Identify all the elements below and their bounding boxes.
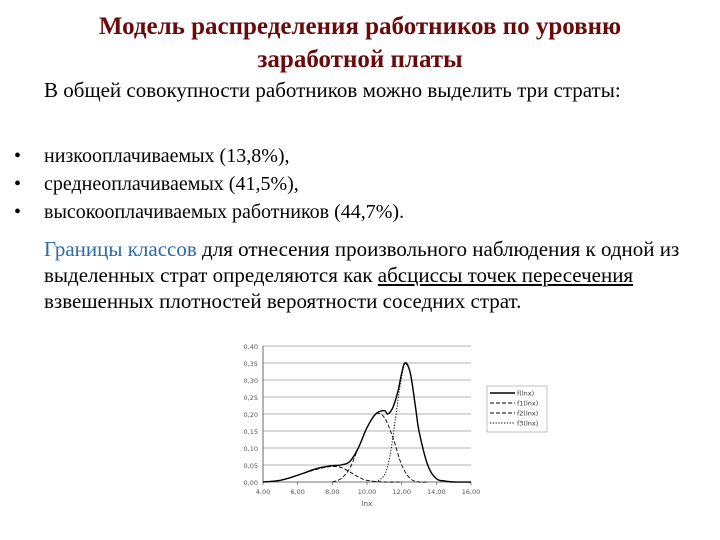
bullet-icon: • <box>14 201 22 223</box>
x-tick-label: 8,00 <box>325 488 340 496</box>
para-text-2: взвешенных плотностей вероятности соседних страт. <box>44 289 522 313</box>
y-tick-label: 0,20 <box>243 411 258 419</box>
class-boundary-term: Границы классов <box>44 237 197 261</box>
slide-title <box>0 10 720 76</box>
strata-item-high <box>14 198 404 226</box>
y-tick-label: 0,35 <box>243 360 258 368</box>
intersection-term: абсциссы точек пересечения <box>377 263 634 287</box>
para-text-1: для отнесения произвольного наблюдения к одной из выделенных страт определяются как <box>44 237 680 287</box>
legend-label: f1(lnx) <box>517 399 539 408</box>
y-tick-label: 0,10 <box>243 445 258 453</box>
x-tick-label: 10,00 <box>357 488 377 496</box>
chart-series <box>263 362 471 482</box>
strata-item-low <box>14 142 404 170</box>
bullet-icon: • <box>14 145 22 167</box>
legend-label: f(lnx) <box>517 389 535 398</box>
series-line-2 <box>263 466 402 482</box>
bullet-icon: • <box>14 173 22 195</box>
strata-item-mid <box>14 170 404 198</box>
intro-text: В общей совокупности работников можно выделить три страты: <box>44 78 621 102</box>
strata-list <box>14 142 404 226</box>
strata-label: низкооплачиваемых (13,8%), <box>44 145 290 167</box>
chart-grid <box>263 346 471 465</box>
y-tick-label: 0,30 <box>243 377 258 385</box>
x-tick-label: 16,00 <box>461 488 481 496</box>
x-tick-label: 14,00 <box>427 488 446 496</box>
legend-label: f2(lnx) <box>517 409 539 418</box>
class-boundary-paragraph <box>44 236 694 314</box>
chart-axes <box>244 343 481 508</box>
series-line-1 <box>263 363 471 482</box>
x-tick-label: 12,00 <box>392 488 411 496</box>
y-tick-label: 0,40 <box>243 343 258 351</box>
x-axis-label: lnx <box>361 500 373 508</box>
legend-label: f3(lnx) <box>517 419 539 428</box>
x-tick-label: 6,00 <box>290 488 305 496</box>
y-tick-label: 0,25 <box>243 394 258 402</box>
slide-title-line2: заработной платы <box>257 46 463 73</box>
slide-title-line1: Модель распределения работников по уровню <box>98 13 622 40</box>
x-tick-label: 4,00 <box>255 488 271 496</box>
y-tick-label: 0,00 <box>243 479 258 487</box>
strata-label: среднеоплачиваемых (41,5%), <box>44 173 299 195</box>
y-tick-label: 0,05 <box>243 462 258 470</box>
chart-legend <box>487 386 547 432</box>
density-chart <box>225 336 555 516</box>
y-tick-label: 0,15 <box>243 428 258 436</box>
strata-label: высокооплачиваемых работников (44,7%). <box>44 201 405 223</box>
